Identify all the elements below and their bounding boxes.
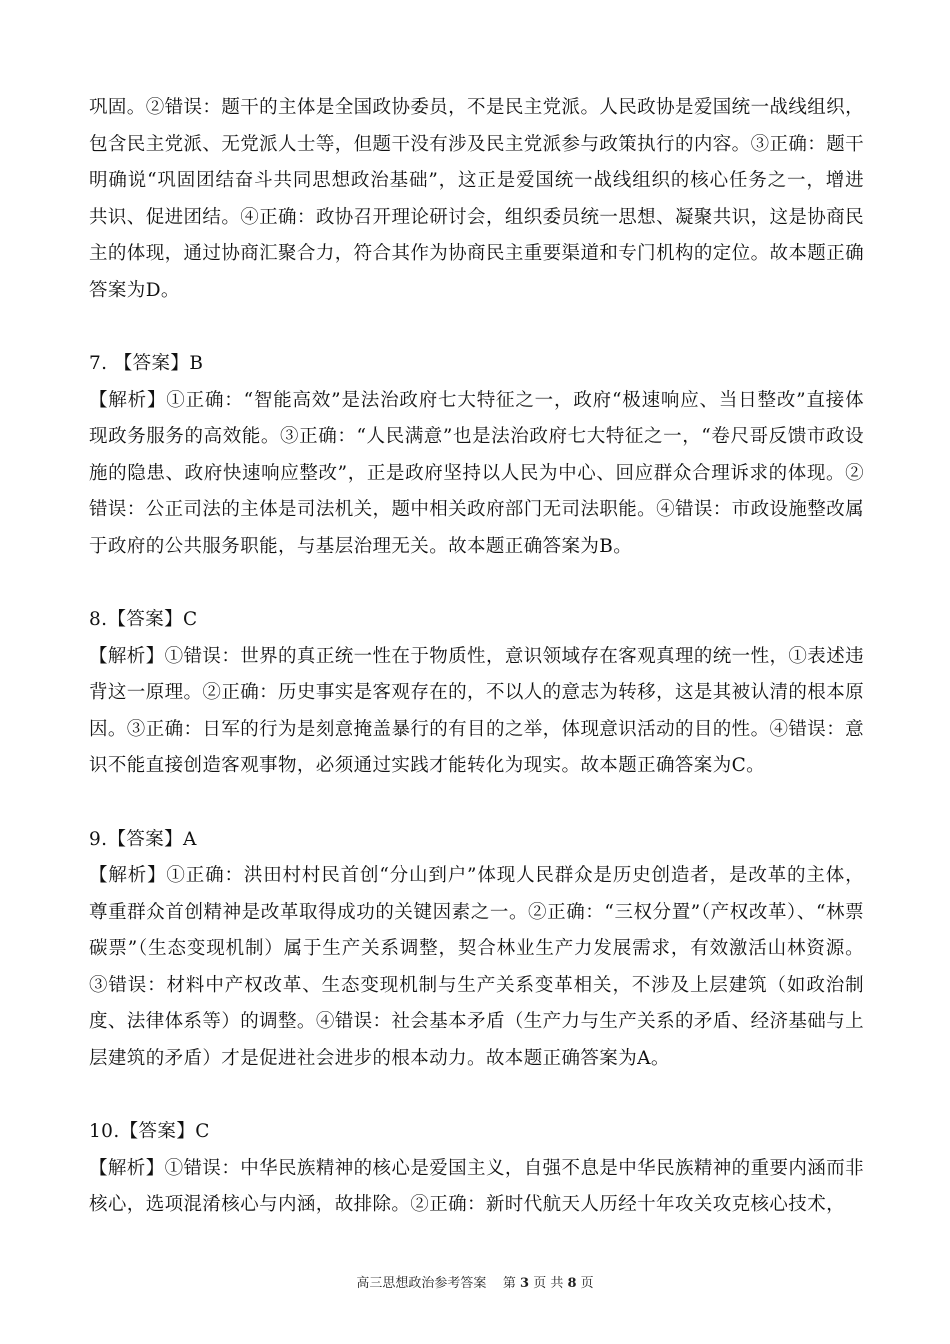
spacer xyxy=(89,785,864,822)
footer-page-suffix: 页 xyxy=(580,1276,594,1291)
spacer xyxy=(89,309,864,346)
footer-title: 高三思想政治参考答案 xyxy=(356,1276,487,1291)
footer-page-total: 8 xyxy=(567,1276,577,1291)
answer-7: 7. 【答案】B xyxy=(89,353,204,374)
spacer xyxy=(89,565,864,602)
answer-10: 10.【答案】C xyxy=(89,1121,210,1142)
footer-page-current: 3 xyxy=(520,1276,530,1291)
footer-page-mid: 页 共 xyxy=(533,1276,564,1291)
page-footer xyxy=(0,1272,950,1291)
analysis-10: 【解析】①错误：中华民族精神的核心是爱国主义，自强不息是中华民族精神的重要内涵而非核心，选项混淆核心与内涵，故排除。②正确：新时代航天人历经十年攻关攻克核心技术， xyxy=(89,1157,864,1215)
spacer xyxy=(89,1077,864,1114)
continuation-paragraph: 巩固。②错误：题干的主体是全国政协委员，不是民主党派。人民政协是爱国统一战线组织，包含民主党派、无党派人士等，但题干没有涉及民主党派参与政策执行的内容。③正确：题干明确说“巩固团结奋斗共同思想政治基础”，这正是爱国统一战线组织的核心任务之一，增进共识、促进团结。④正确：政协召开理论研讨会，组织委员统一思想、凝聚共识，这是协商民主的体现，通过协商汇聚合力，符合其作为协商民主重要渠道和专门机构的定位。故本题正确答案为D。 xyxy=(89,97,864,301)
footer-page-prefix: 第 xyxy=(502,1276,516,1291)
analysis-9: 【解析】①正确：洪田村村民首创“分山到户”体现人民群众是历史创造者，是改革的主体，尊重群众首创精神是改革取得成功的关键因素之一。②正确：“三权分置”（产权改革）、“林票碳票”（生态变现机制）属于生产关系调整，契合林业生产力发展需求，有效激活山林资源。③错误：材料中产权改革、生态变现机制与生产关系变革相关，不涉及上层建筑（如政治制度、法律体系等）的调整。④错误：社会基本矛盾（生产力与生产关系的矛盾、经济基础与上层建筑的矛盾）才是促进社会进步的根本动力。故本题正确答案为A。 xyxy=(89,865,864,1069)
analysis-7: 【解析】①正确：“智能高效”是法治政府七大特征之一，政府“极速响应、当日整改”直接体现政务服务的高效能。③正确：“人民满意”也是法治政府七大特征之一，“卷尺哥反馈市政设施的隐患、政府快速响应整改”，正是政府坚持以人民为中心、回应群众合理诉求的体现。②错误：公正司法的主体是司法机关，题中相关政府部门无司法职能。④错误：市政设施整改属于政府的公共服务职能，与基层治理无关。故本题正确答案为B。 xyxy=(89,389,864,557)
answer-8: 8.【答案】C xyxy=(89,609,198,630)
analysis-8: 【解析】①错误：世界的真正统一性在于物质性，意识领域存在客观真理的统一性，①表述违背这一原理。②正确：历史事实是客观存在的，不以人的意志为转移，这是其被认清的根本原因。③正确：日军的行为是刻意掩盖暴行的有目的之举，体现意识活动的目的性。④错误：意识不能直接创造客观事物，必须通过实践才能转化为现实。故本题正确答案为C。 xyxy=(89,645,864,776)
answer-9: 9.【答案】A xyxy=(89,828,197,850)
answer-key-body xyxy=(89,90,864,1224)
